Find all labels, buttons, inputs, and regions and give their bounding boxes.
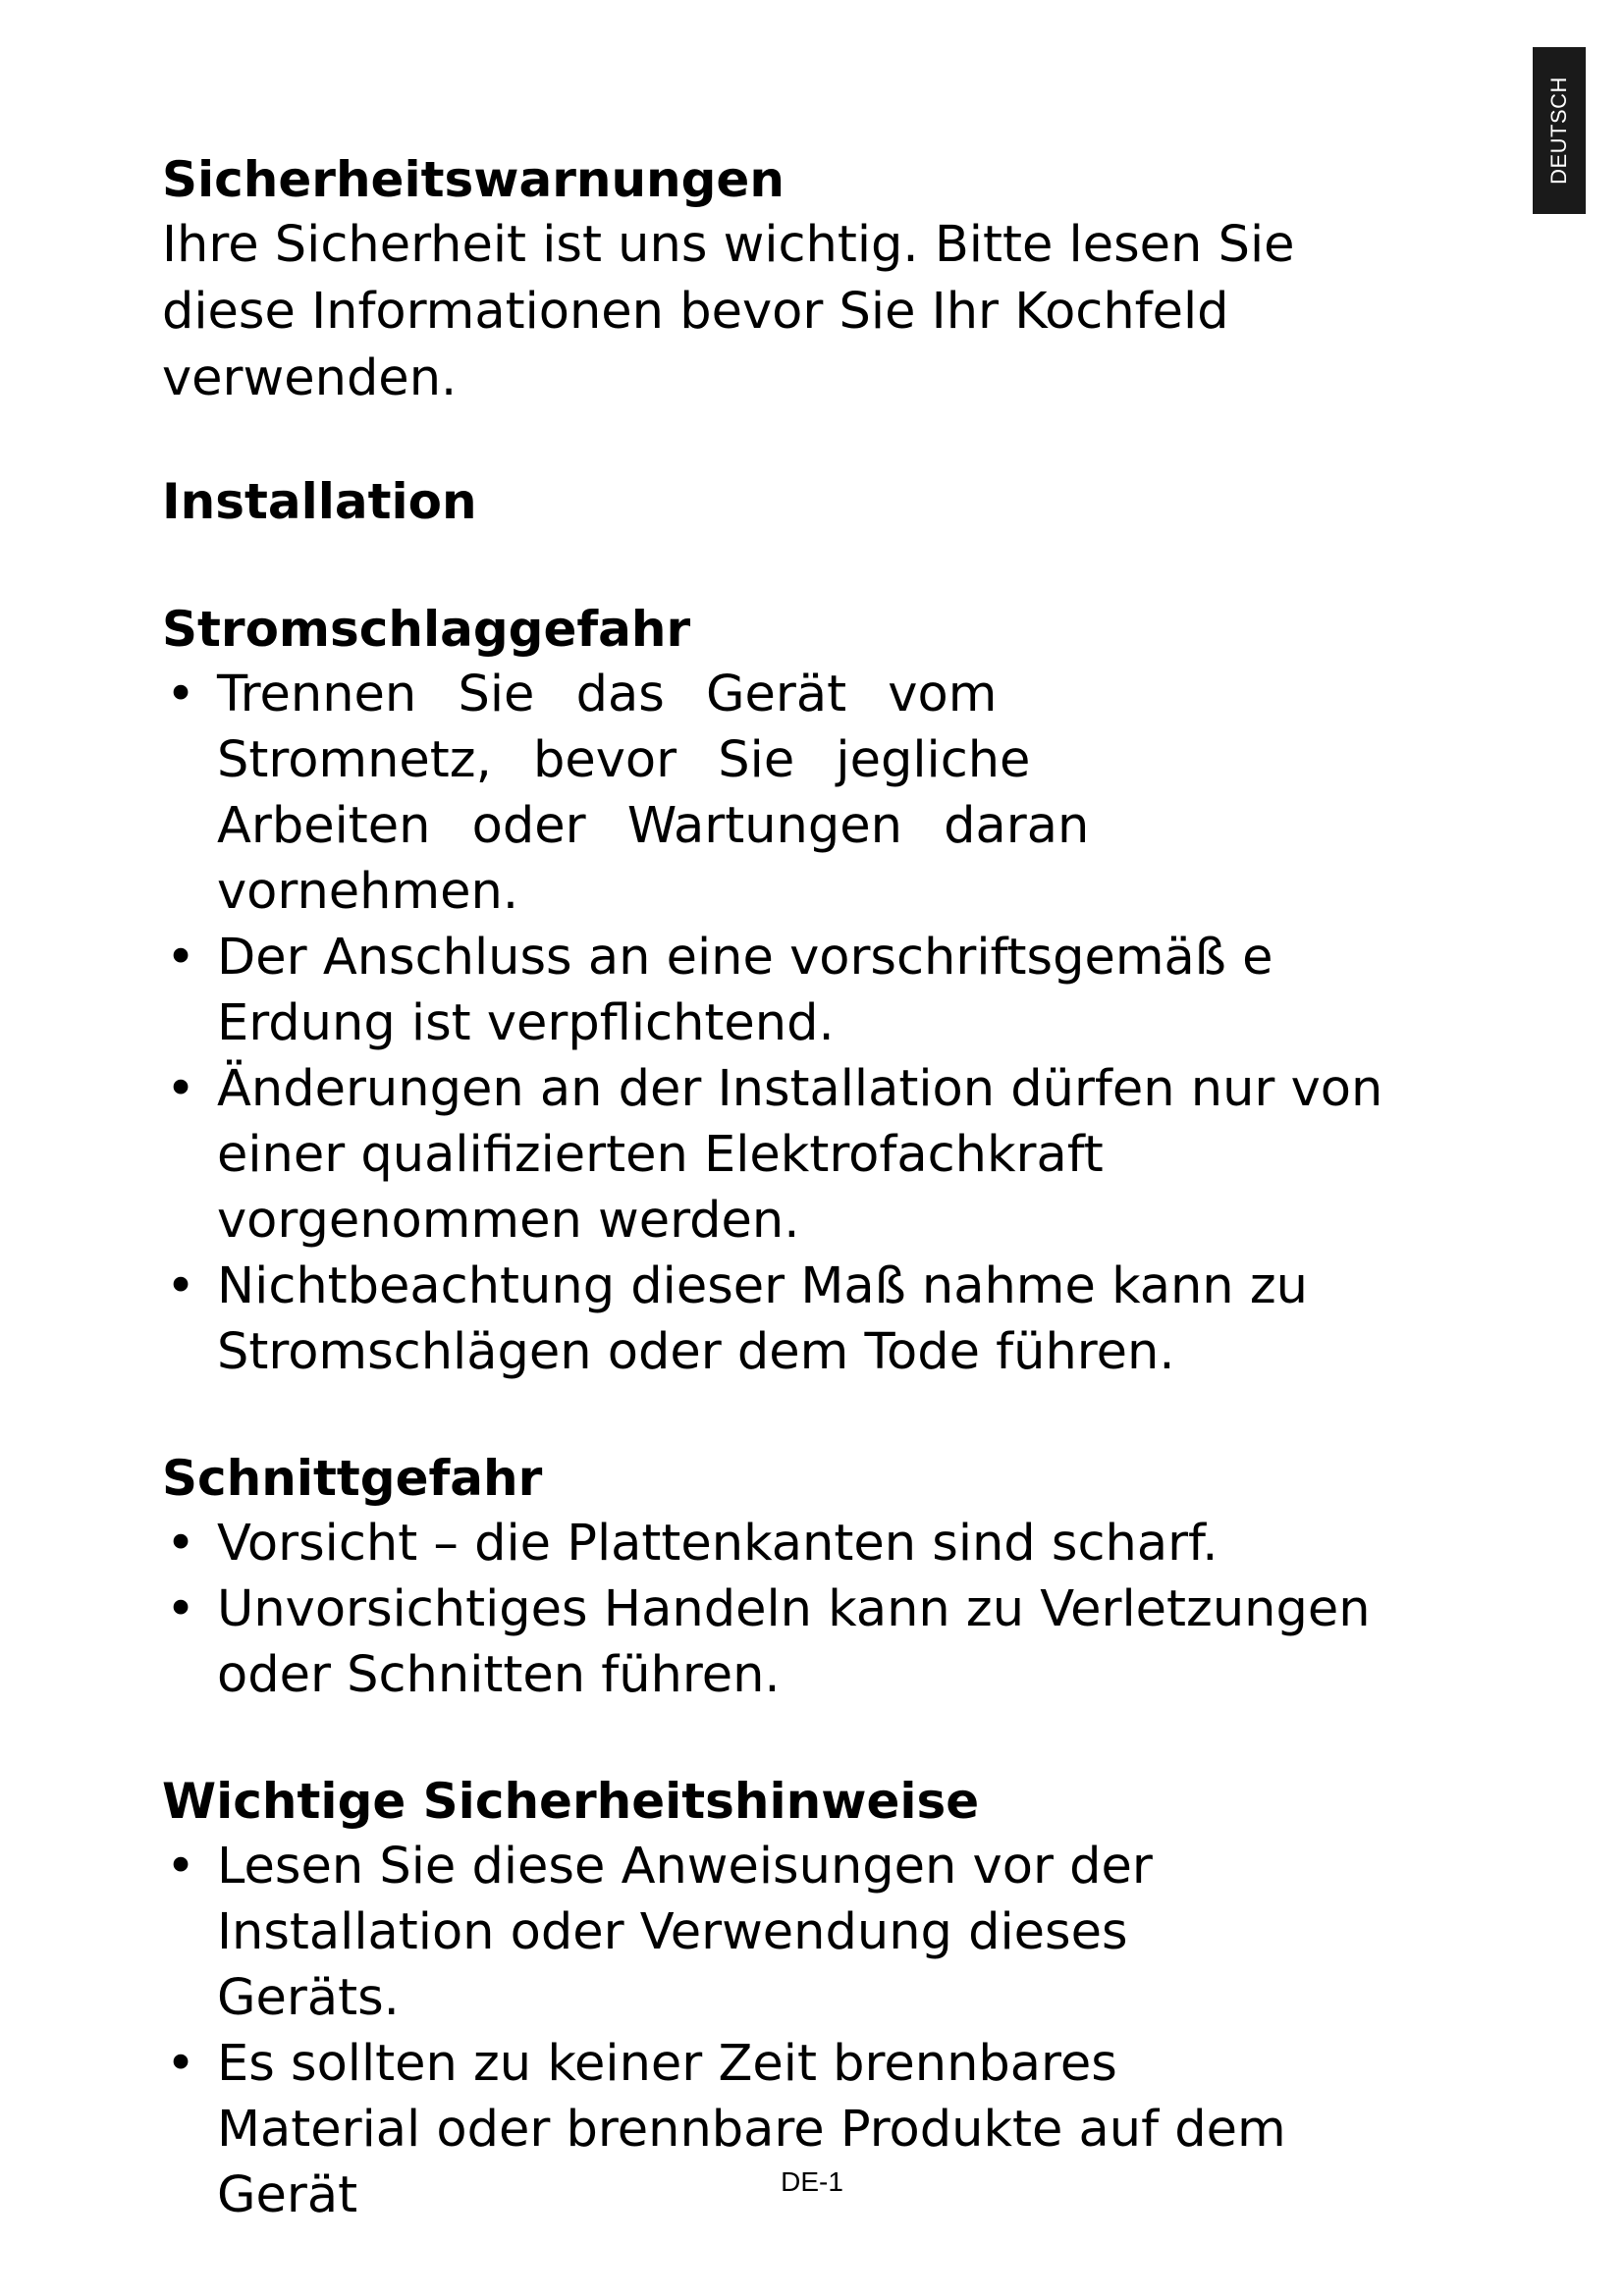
- list-item: • Es sollten zu keiner Zeit brennbares Material oder brennbare Produkte auf dem Gerät: [162, 2031, 1301, 2228]
- heading-installation: Installation: [162, 473, 477, 530]
- list-item: • Der Anschluss an eine vorschriftsgemäß e Erdung ist verpflichtend.: [162, 925, 1448, 1056]
- list-item: • Vorsicht – die Plattenkanten sind scharf.: [162, 1511, 1448, 1576]
- list-item: • Unvorsichtiges Handeln kann zu Verletzungen oder Schnitten führen.: [162, 1576, 1448, 1708]
- page-title: Sicherheitswarnungen: [162, 151, 785, 208]
- page-number: DE-1: [781, 2166, 843, 2197]
- list-item: • Lesen Sie diese Anweisungen vor der Installation oder Verwendung dieses Geräts.: [162, 1834, 1301, 2031]
- stromschlaggefahr-list: [162, 662, 1448, 1385]
- language-tab-label: DEUTSCH: [1546, 77, 1571, 185]
- page-content: [162, 147, 1468, 2228]
- heading-stromschlaggefahr: Stromschlaggefahr: [162, 601, 691, 658]
- language-tab: [1533, 47, 1586, 214]
- list-item: • Nichtbeachtung dieser Maß nahme kann zu Stromschlägen oder dem Tode führen.: [162, 1254, 1448, 1385]
- list-item: • Änderungen an der Installation dürfen nur von einer qualifizierten Elektrofachkraft vorgenommen werden.: [162, 1056, 1448, 1254]
- intro-paragraph: Ihre Sicherheit ist uns wichtig. Bitte lesen Sie diese Informationen bevor Sie Ihr Kochfeld verwenden.: [162, 216, 1295, 407]
- schnittgefahr-list: [162, 1511, 1448, 1708]
- list-item: • Trennen Sie das Gerät vom Stromnetz, bevor Sie jegliche Arbeiten oder Wartungen daran vornehmen.: [162, 662, 1218, 925]
- heading-schnittgefahr: Schnittgefahr: [162, 1450, 543, 1507]
- heading-wichtige-sicherheitshinweise: Wichtige Sicherheitshinweise: [162, 1773, 980, 1830]
